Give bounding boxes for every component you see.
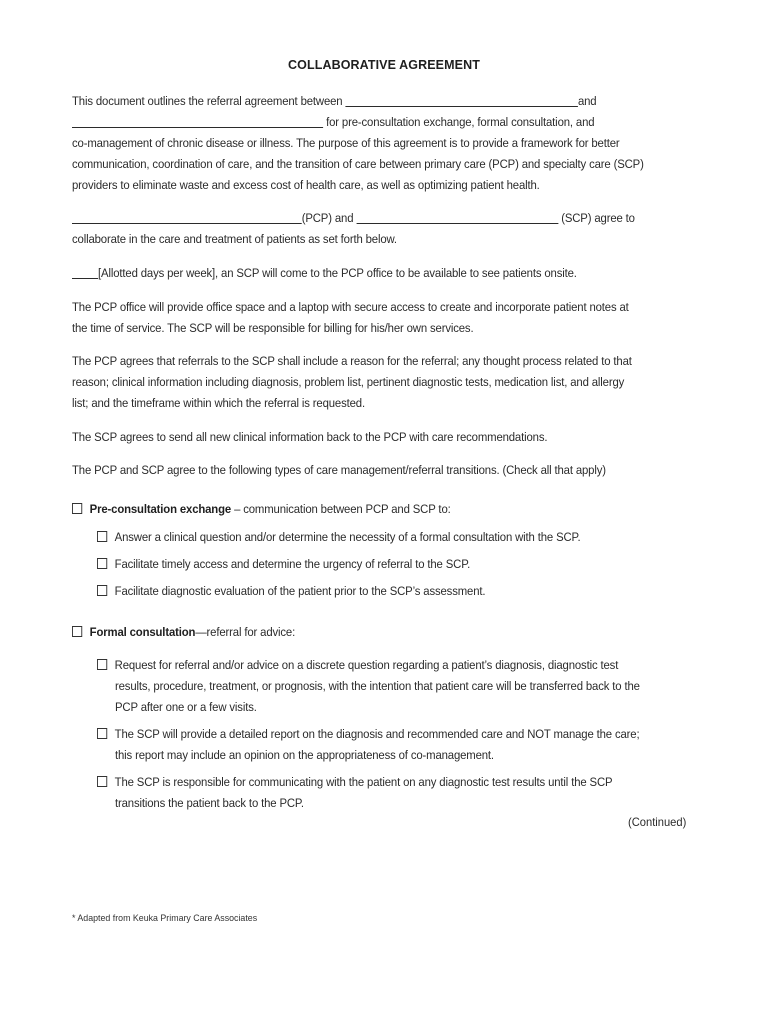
office-line-2: the time of service. The SCP will be responsible for billing for his/her own services. [72,321,474,335]
formal-item-2-line-2: this report may include an opinion on the appropriateness of co-management. [115,748,494,762]
formal-consultation-option: Formal consultation—referral for advice: [72,622,667,643]
intro-line-2: for pre-consultation exchange, formal consultation, and [72,112,667,133]
intro-line-5: providers to eliminate waste and excess cost of health care, as well as optimizing patient health. [72,178,540,192]
pre-consultation-label: Pre-consultation exchange [89,502,232,516]
types-intro-line: The PCP and SCP agree to the following types of care management/referral transitions. (Check all that apply) [72,463,606,477]
formal-item-3-checkbox[interactable] [97,776,107,787]
referrals-line-2: reason; clinical information including diagnosis, problem list, pertinent diagnostic tests, medication list, and allergy [72,375,625,389]
formal-item-3: The SCP is responsible for communicating with the patient on any diagnostic test results until the SCP [97,772,692,793]
parties-line-2: collaborate in the care and treatment of patients as set forth below. [72,232,397,246]
send-back-line: The SCP agrees to send all new clinical information back to the PCP with care recommendations. [72,430,548,444]
footnote: * Adapted from Keuka Primary Care Associates [72,913,258,924]
formal-item-1-line-3: PCP after one or a few visits. [115,700,257,714]
formal-item-3-line-2: transitions the patient back to the PCP. [115,796,304,810]
formal-consultation-checkbox[interactable] [72,626,82,637]
pcp-name-blank[interactable] [72,209,302,224]
formal-item-2-checkbox[interactable] [97,728,107,739]
pre-consultation-item-1-checkbox[interactable] [97,531,107,542]
formal-item-2: The SCP will provide a detailed report on the diagnosis and recommended care and NOT manage the care; [97,724,692,745]
formal-item-1: Request for referral and/or advice on a discrete question regarding a patient’s diagnosis, diagnostic test [97,655,692,676]
formal-consultation-label: Formal consultation [89,625,196,639]
pre-consultation-option: Pre-consultation exchange – communication between PCP and SCP to: [72,499,667,520]
formal-item-1-line-2: results, procedure, treatment, or prognosis, with the intention that patient care will be transferred back to the [115,679,640,693]
pre-consultation-checkbox[interactable] [72,503,82,514]
office-line-1: The PCP office will provide office space and a laptop with secure access to create and incorporate patient notes at [72,300,629,314]
pre-consultation-item-3: Facilitate diagnostic evaluation of the patient prior to the SCP’s assessment. [97,581,692,602]
pre-consultation-item-1: Answer a clinical question and/or determine the necessity of a formal consultation with the SCP. [97,527,692,548]
scp-name-blank[interactable] [356,209,558,224]
allotted-line: [Allotted days per week], an SCP will come to the PCP office to be available to see patients onsite. [72,263,667,284]
party-blank-1[interactable] [345,92,578,107]
party-blank-2[interactable] [72,113,323,128]
continued-note: (Continued) [628,815,687,829]
formal-item-1-checkbox[interactable] [97,659,107,670]
intro-line-1: This document outlines the referral agreement between and [72,94,597,108]
pre-consultation-item-3-checkbox[interactable] [97,585,107,596]
pre-consultation-item-2-checkbox[interactable] [97,558,107,569]
intro-line-4: communication, coordination of care, and the transition of care between primary care (PCP) and specialty care (SCP) [72,157,644,171]
referrals-line-1: The PCP agrees that referrals to the SCP shall include a reason for the referral; any thought process related to that [72,354,632,368]
referrals-line-3: list; and the timeframe within which the referral is requested. [72,396,365,410]
parties-line-1: (PCP) and (SCP) agree to [72,208,667,229]
page-title: COLLABORATIVE AGREEMENT [288,58,480,72]
allotted-days-blank[interactable] [72,264,98,279]
pre-consultation-item-2: Facilitate timely access and determine the urgency of referral to the SCP. [97,554,692,575]
intro-line-3: co-management of chronic disease or illness. The purpose of this agreement is to provide a framework for better [72,136,620,150]
